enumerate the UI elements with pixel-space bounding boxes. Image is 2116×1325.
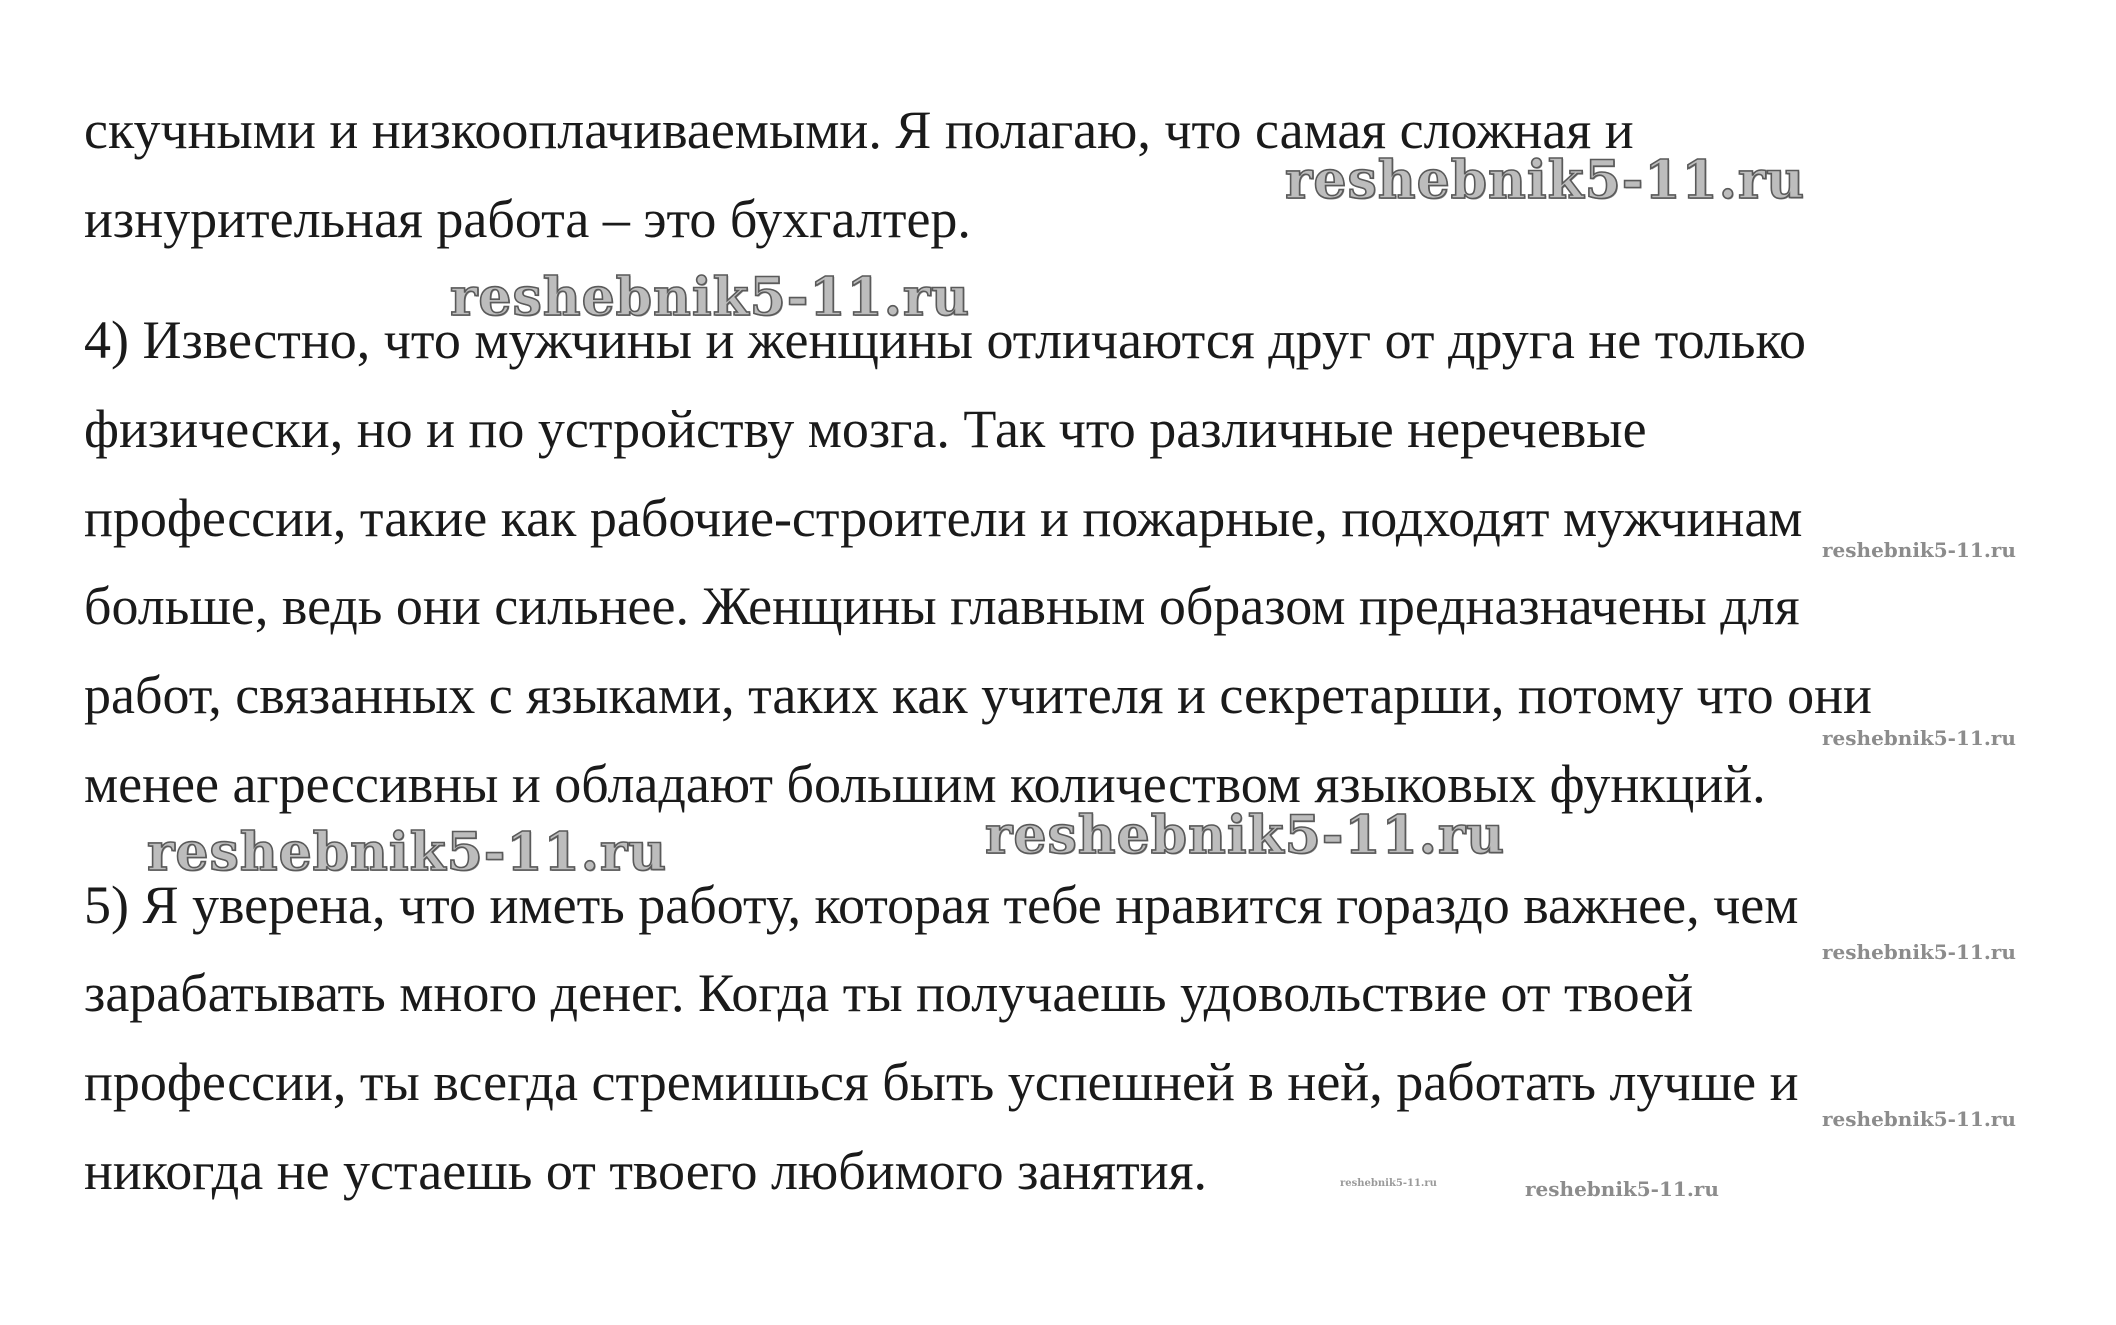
watermark: reshebnik5-11.ru <box>1340 1178 1437 1189</box>
watermark: reshebnik5-11.ru <box>450 267 971 328</box>
watermark: reshebnik5-11.ru <box>1822 538 2016 562</box>
paragraph-5-line-2: зарабатывать много денег. Когда ты получаешь удовольствие от твоей <box>84 963 1694 1023</box>
paragraph-5-line-4: никогда не устаешь от твоего любимого занятия. <box>84 1141 1207 1201</box>
watermark: reshebnik5-11.ru <box>147 822 668 883</box>
paragraph-4-line-5: работ, связанных с языками, таких как учителя и секретарши, потому что они <box>84 665 1872 725</box>
watermark: reshebnik5-11.ru <box>1822 1107 2016 1131</box>
watermark: reshebnik5-11.ru <box>1285 150 1806 211</box>
watermark: reshebnik5-11.ru <box>1822 940 2016 964</box>
paragraph-5-line-1: 5) Я уверена, что иметь работу, которая тебе нравится гораздо важнее, чем <box>84 875 1799 935</box>
paragraph-4-line-3: профессии, такие как рабочие-строители и пожарные, подходят мужчинам <box>84 488 1803 548</box>
text-line-2: изнурительная работа – это бухгалтер. <box>84 189 971 249</box>
paragraph-4-line-2: физически, но и по устройству мозга. Так что различные неречевые <box>84 399 1647 459</box>
text-line-1: скучными и низкооплачиваемыми. Я полагаю, что самая сложная и <box>84 100 1634 160</box>
watermark: reshebnik5-11.ru <box>985 805 1506 866</box>
watermark: reshebnik5-11.ru <box>1822 726 2016 750</box>
paragraph-4-line-1: 4) Известно, что мужчины и женщины отличаются друг от друга не только <box>84 310 1806 370</box>
paragraph-5-line-3: профессии, ты всегда стремишься быть успешней в ней, работать лучше и <box>84 1052 1799 1112</box>
watermark: reshebnik5-11.ru <box>1525 1177 1719 1201</box>
paragraph-4-line-4: больше, ведь они сильнее. Женщины главным образом предназначены для <box>84 576 1800 636</box>
paragraph-4-line-6: менее агрессивны и обладают большим количеством языковых функций. <box>84 754 1766 814</box>
